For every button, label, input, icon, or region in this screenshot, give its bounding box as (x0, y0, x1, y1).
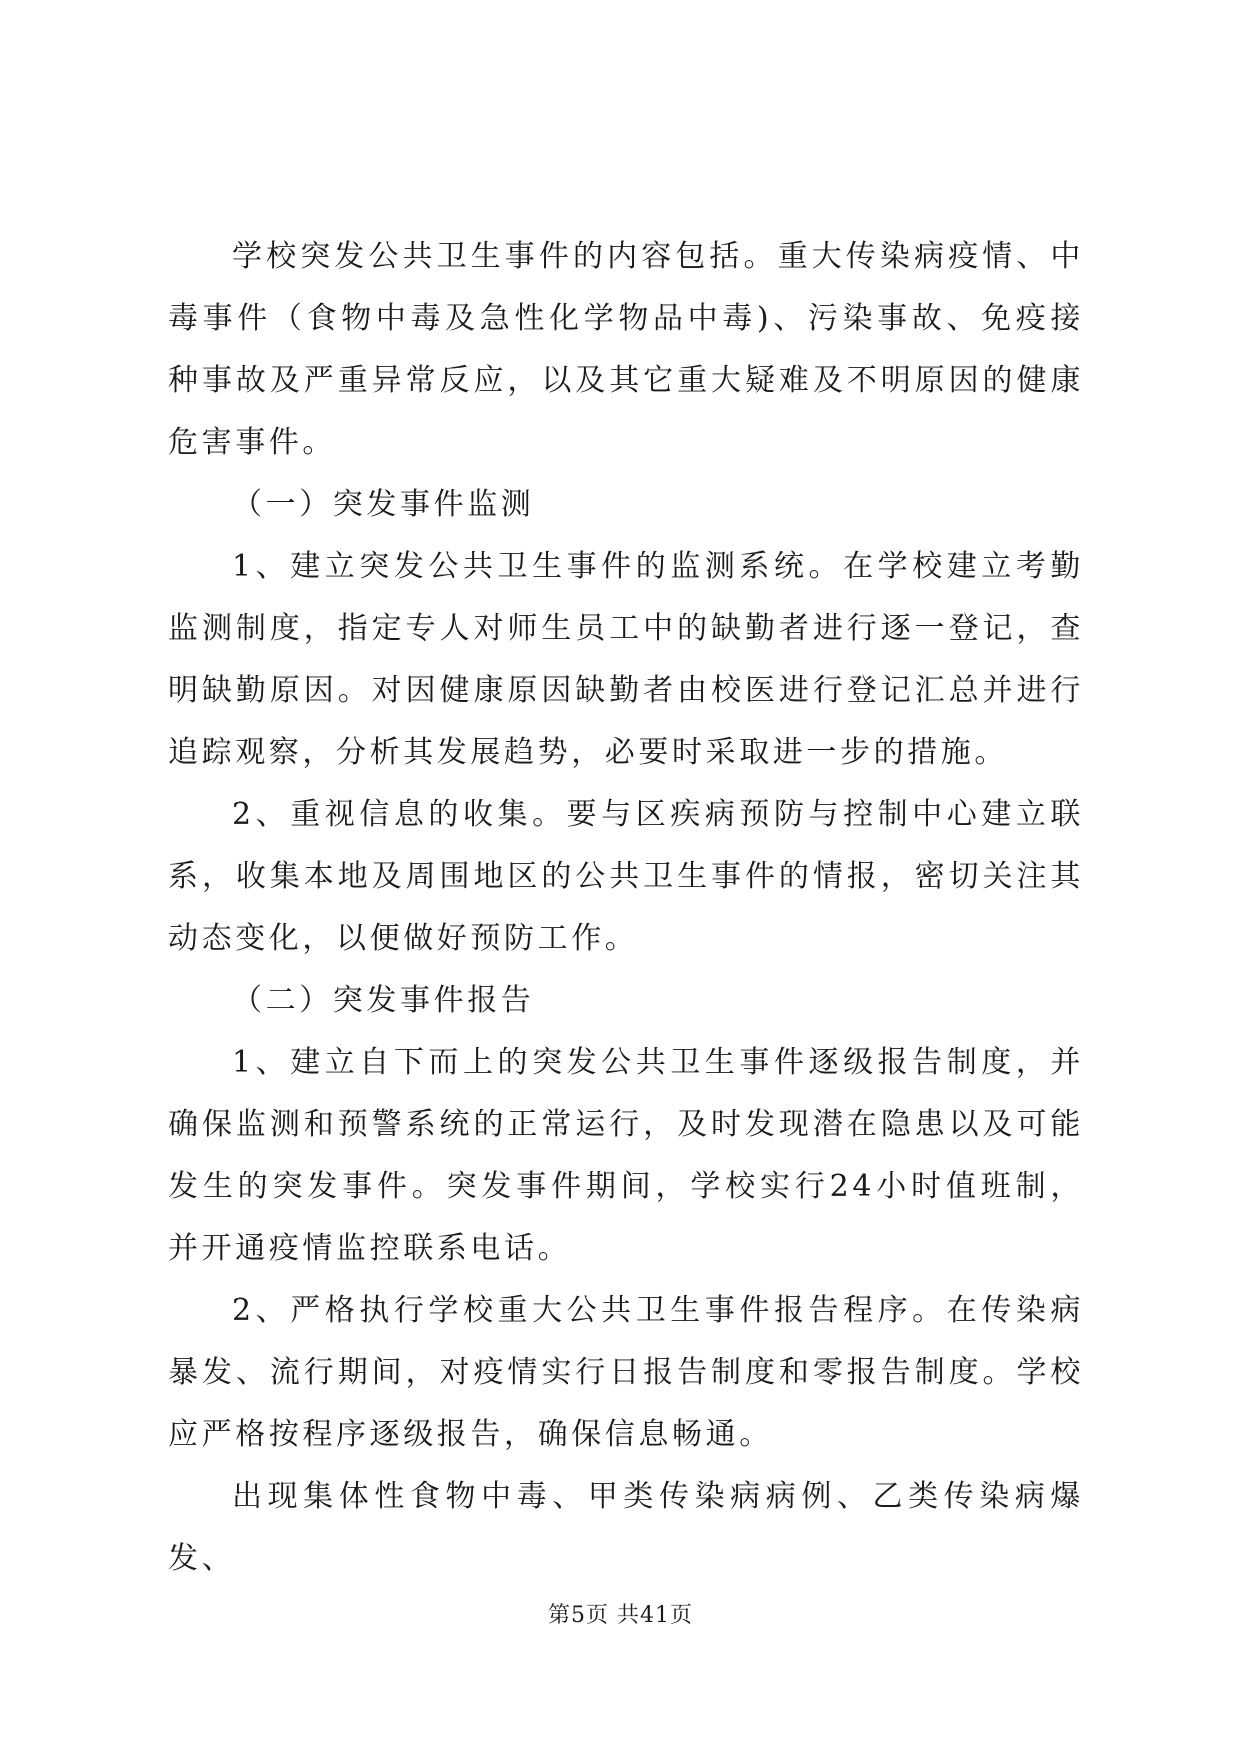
section-heading-reporting: （二）突发事件报告 (232, 983, 535, 1018)
paragraph-intro: 学校突发公共卫生事件的内容包括。重大传染病疫情、中毒事件（食物中毒及急性化学物品中毒)、污染事故、免疫接种事故及严重异常反应，以及其它重大疑难及不明原因的健康危害事件。 (168, 239, 1084, 460)
paragraph-reporting-1: 1、建立自下而上的突发公共卫生事件逐级报告制度，并确保监测和预警系统的正常运行，及时发现潜在隐患以及可能发生的突发事件。突发事件期间，学校实行24小时值班制，并开通疫情监控联系电话。 (168, 1045, 1084, 1266)
document-body (168, 226, 1084, 1590)
section-heading-monitoring: （一）突发事件监测 (232, 487, 535, 522)
paragraph-reporting-2: 2、严格执行学校重大公共卫生事件报告程序。在传染病暴发、流行期间，对疫情实行日报告制度和零报告制度。学校应严格按程序逐级报告，确保信息畅通。 (168, 1293, 1084, 1452)
paragraph-monitoring-1: 1、建立突发公共卫生事件的监测系统。在学校建立考勤监测制度，指定专人对师生员工中的缺勤者进行逐一登记，查明缺勤原因。对因健康原因缺勤者由校医进行登记汇总并进行追踪观察，分析其发展趋势，必要时采取进一步的措施。 (168, 549, 1084, 770)
page-number-footer: 第5页 共41页 (548, 1603, 693, 1628)
paragraph-monitoring-2: 2、重视信息的收集。要与区疾病预防与控制中心建立联系，收集本地及周围地区的公共卫生事件的情报，密切关注其动态变化，以便做好预防工作。 (168, 797, 1084, 956)
paragraph-outbreak: 出现集体性食物中毒、甲类传染病病例、乙类传染病爆发、 (168, 1479, 1084, 1576)
